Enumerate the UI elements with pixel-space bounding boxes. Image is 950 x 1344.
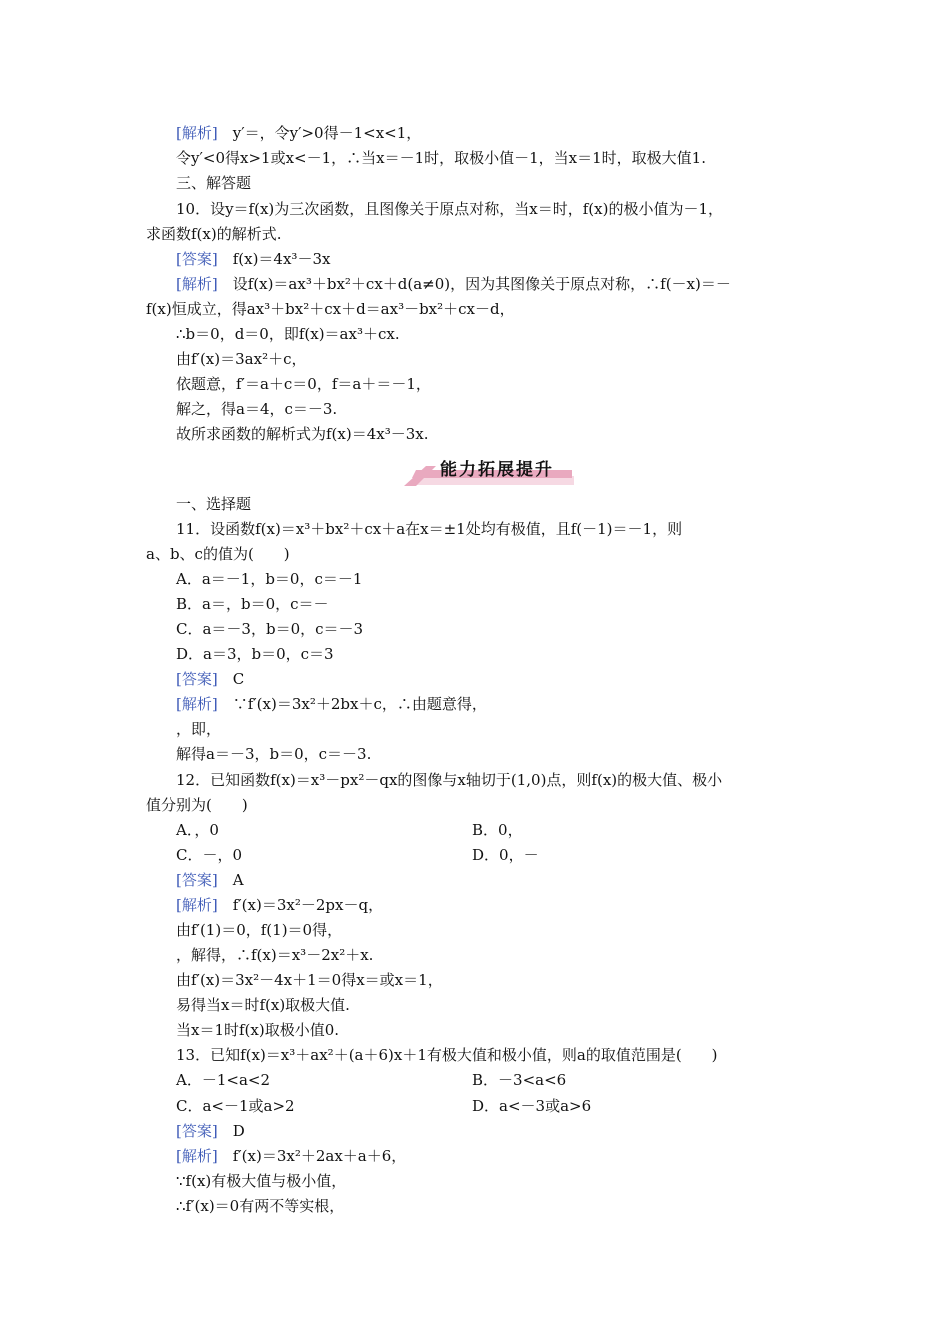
q11-option-a: A．a＝－1，b＝0，c＝－1 [176,570,363,588]
q13-analysis-line2: ∵f(x)有极大值与极小值， [176,1172,347,1190]
answer-tag: [解析] [176,1147,218,1165]
q11-analysis-line3: 解得a＝－3，b＝0，c＝－3. [176,745,372,763]
q11-option-d: D．a＝3，b＝0，c＝3 [176,645,334,663]
q13-analysis-line3: ∴f′(x)＝0有两不等实根， [176,1197,345,1215]
q13-answer: [答案] D [176,1122,245,1140]
q11-stem-line1: 11．设函数f(x)＝x³＋bx²＋cx＋a在x＝±1处均有极值，且f(－1)＝－1，则 [176,520,683,538]
q10-stem-line1: 10．设y＝f(x)为三次函数，且图像关于原点对称，当x＝时，f(x)的极小值为－1， [176,200,723,218]
q10-analysis-line3: ∴b＝0，d＝0，即f(x)＝ax³＋cx. [176,325,400,343]
q10-analysis-line6: 解之，得a＝4，c＝－3. [176,400,338,418]
q11-analysis-line2: ，即， [176,720,222,738]
q12-stem-line1: 12．已知函数f(x)＝x³－px²－qx的图像与x轴切于(1,0)点，则f(x)的极大值、极小 [176,771,723,789]
answer-tag: [解析] [176,695,218,713]
q11-option-c: C．a＝－3，b＝0，c＝－3 [176,620,364,638]
q13-options-row1 [176,1068,846,1092]
q13-option-c: C．a<－1或a>2 [176,1097,295,1115]
q9-analysis-line1: [解析] y′＝，令y′>0得－1<x<1， [176,124,422,142]
answer-tag: [答案] [176,871,218,889]
q11-stem-line2: a、b、c的值为( ) [146,545,290,563]
section-heading-solve: 三、解答题 [176,174,252,192]
q12-analysis-line1: [解析] f′(x)＝3x²－2px－q， [176,896,384,914]
q12-analysis-line6: 当x＝1时f(x)取极小值0. [176,1021,340,1039]
q10-answer: [答案] f(x)＝4x³－3x [176,250,331,268]
q10-analysis-line1: [解析] 设f(x)＝ax³＋bx²＋cx＋d(a≠0)，因为其图像关于原点对称，∴f(－x)＝－ [176,275,731,293]
answer-tag: [答案] [176,250,218,268]
q10-analysis-line2: f(x)恒成立，得ax³＋bx²＋cx＋d＝ax³－bx²＋cx－d， [146,300,515,318]
q12-option-d: D．0，－ [472,846,539,864]
q13-analysis-line1: [解析] f′(x)＝3x²＋2ax＋a＋6， [176,1147,407,1165]
answer-tag: [解析] [176,275,218,293]
q12-analysis-line4: 由f′(x)＝3x²－4x＋1＝0得x＝或x＝1， [176,971,443,989]
q11-analysis-line1: [解析] ∵f′(x)＝3x²＋2bx＋c，∴由题意得， [176,695,487,713]
q13-options-row2 [176,1094,846,1118]
q13-option-d: D．a<－3或a>6 [472,1097,592,1115]
q10-analysis-line7: 故所求函数的解析式为f(x)＝4x³－3x. [176,425,429,443]
q10-stem-line2: 求函数f(x)的解析式. [146,225,282,243]
q10-analysis-line5: 依题意，f′＝a＋c＝0，f＝a＋＝－1， [176,375,431,393]
section-heading-choice: 一、选择题 [176,495,252,513]
q12-analysis-line2: 由f′(1)＝0，f(1)＝0得， [176,921,343,939]
q12-option-b: B．0， [472,821,523,839]
q11-answer: [答案] C [176,670,245,688]
q12-answer: [答案] A [176,871,244,889]
q12-option-c: C．－，0 [176,846,243,864]
q9-analysis-line2: 令y′<0得x>1或x<－1，∴当x＝－1时，取极小值－1，当x＝1时，取极大值1. [176,149,706,167]
q13-option-b: B．－3<a<6 [472,1071,567,1089]
q12-analysis-line5: 易得当x＝时f(x)取极大值. [176,996,350,1014]
q12-options-row2 [176,843,846,867]
q10-analysis-line4: 由f′(x)＝3ax²＋c， [176,350,307,368]
q12-option-a: A．，0 [176,821,219,839]
banner-title: 能力拓展提升 [440,460,554,480]
answer-tag: [解析] [176,896,218,914]
answer-tag: [答案] [176,670,218,688]
q11-option-b: B．a＝，b＝0，c＝－ [176,595,329,613]
q13-option-a: A．－1<a<2 [176,1071,270,1089]
section-banner [396,452,586,488]
q12-stem-line2: 值分别为( ) [146,796,248,814]
answer-tag: [答案] [176,1122,218,1140]
q12-analysis-line3: ，解得，∴f(x)＝x³－2x²＋x. [176,946,374,964]
q12-options-row1 [176,818,846,842]
q13-stem: 13．已知f(x)＝x³＋ax²＋(a＋6)x＋1有极大值和极小值，则a的取值范围是( ) [176,1046,718,1064]
answer-tag: [解析] [176,124,218,142]
